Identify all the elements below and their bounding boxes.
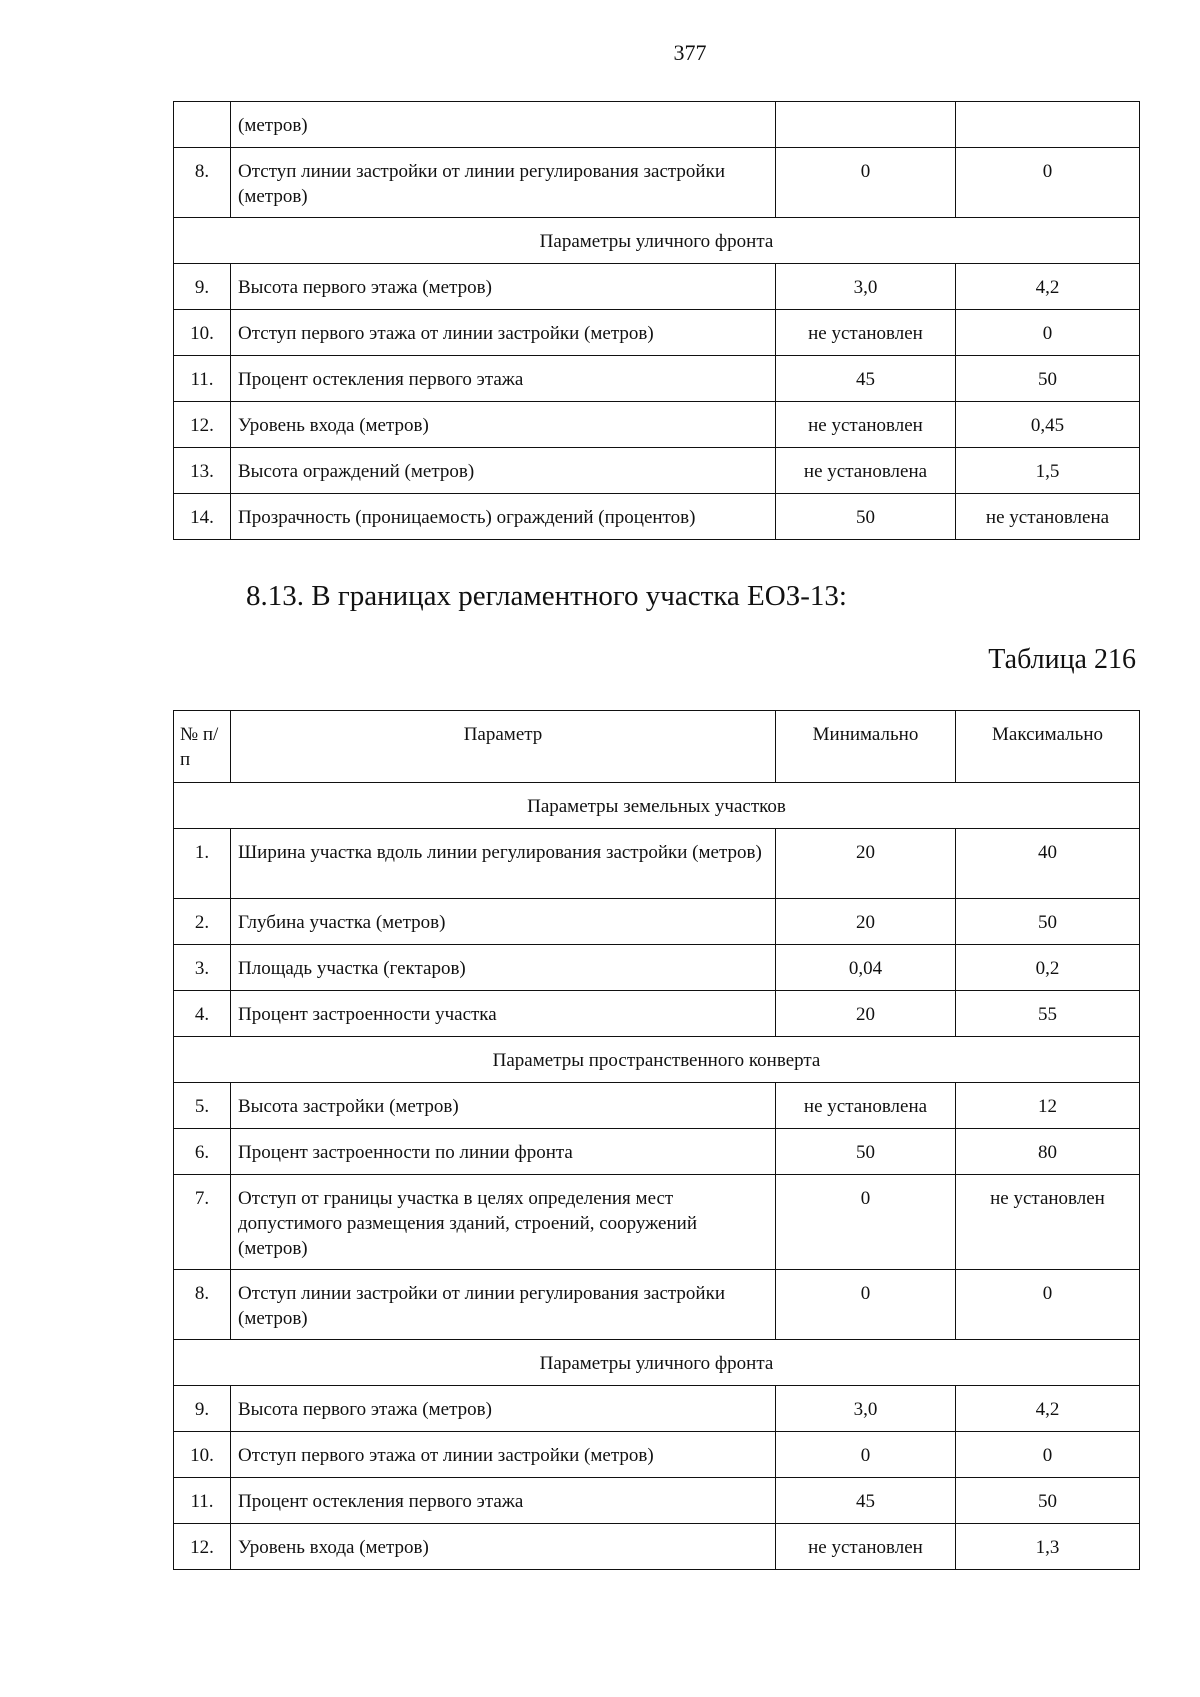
row-maximum: 4,2 xyxy=(956,1386,1140,1432)
section-title: Параметры земельных участков xyxy=(174,783,1140,829)
row-minimum: 20 xyxy=(776,991,956,1037)
table-row xyxy=(174,448,1140,494)
row-number: 13. xyxy=(174,448,231,494)
table-row xyxy=(174,1524,1140,1570)
section-row xyxy=(174,218,1140,264)
row-number: 5. xyxy=(174,1083,231,1129)
row-parameter: Площадь участка (гектаров) xyxy=(231,945,776,991)
table-row xyxy=(174,148,1140,218)
row-minimum: 3,0 xyxy=(776,1386,956,1432)
row-number: 7. xyxy=(174,1175,231,1270)
table-row xyxy=(174,1129,1140,1175)
row-maximum: 12 xyxy=(956,1083,1140,1129)
row-parameter: Уровень входа (метров) xyxy=(231,402,776,448)
table-row xyxy=(174,1270,1140,1340)
row-parameter: Отступ от границы участка в целях определения мест допустимого размещения зданий, строений, сооружений (метров) xyxy=(231,1175,776,1270)
table-header-row xyxy=(174,711,1140,783)
table-row xyxy=(174,494,1140,540)
row-parameter: Процент застроенности участка xyxy=(231,991,776,1037)
row-minimum: 3,0 xyxy=(776,264,956,310)
row-number: 12. xyxy=(174,1524,231,1570)
row-minimum: 0,04 xyxy=(776,945,956,991)
row-minimum: 0 xyxy=(776,148,956,218)
row-maximum: 50 xyxy=(956,356,1140,402)
row-minimum: не установлен xyxy=(776,402,956,448)
page-number: 377 xyxy=(673,40,707,65)
row-number: 9. xyxy=(174,264,231,310)
table-caption: Таблица 216 xyxy=(988,644,1136,675)
row-number: 1. xyxy=(174,829,231,899)
row-number: 9. xyxy=(174,1386,231,1432)
row-parameter: Процент остекления первого этажа xyxy=(231,1478,776,1524)
row-number: 3. xyxy=(174,945,231,991)
row-minimum: 50 xyxy=(776,494,956,540)
row-minimum: 20 xyxy=(776,829,956,899)
table-row xyxy=(174,1386,1140,1432)
table-row xyxy=(174,1083,1140,1129)
table-row xyxy=(174,899,1140,945)
row-maximum: 55 xyxy=(956,991,1140,1037)
row-parameter: Отступ первого этажа от линии застройки (метров) xyxy=(231,310,776,356)
table-row xyxy=(174,310,1140,356)
section-row xyxy=(174,1340,1140,1386)
row-minimum: не установлена xyxy=(776,448,956,494)
row-number: 6. xyxy=(174,1129,231,1175)
row-parameter: Отступ линии застройки от линии регулирования застройки (метров) xyxy=(231,1270,776,1340)
row-number: 4. xyxy=(174,991,231,1037)
table-row xyxy=(174,991,1140,1037)
row-number: 8. xyxy=(174,148,231,218)
row-minimum: 45 xyxy=(776,356,956,402)
row-number: 14. xyxy=(174,494,231,540)
row-maximum: 0 xyxy=(956,1432,1140,1478)
header-number: № п/п xyxy=(174,711,231,783)
row-parameter: Процент застроенности по линии фронта xyxy=(231,1129,776,1175)
section-heading: 8.13. В границах регламентного участка ЕОЗ-13: xyxy=(246,580,847,612)
row-number: 10. xyxy=(174,1432,231,1478)
row-maximum: 4,2 xyxy=(956,264,1140,310)
row-minimum: 50 xyxy=(776,1129,956,1175)
row-parameter: Отступ линии застройки от линии регулирования застройки (метров) xyxy=(231,148,776,218)
row-maximum: 0 xyxy=(956,148,1140,218)
row-maximum: не установлена xyxy=(956,494,1140,540)
table-row xyxy=(174,356,1140,402)
row-maximum: 0 xyxy=(956,1270,1140,1340)
section-title: Параметры пространственного конверта xyxy=(174,1037,1140,1083)
table-row xyxy=(174,402,1140,448)
row-minimum: не установлен xyxy=(776,310,956,356)
row-minimum: 45 xyxy=(776,1478,956,1524)
section-title: Параметры уличного фронта xyxy=(174,1340,1140,1386)
row-parameter: Прозрачность (проницаемость) ограждений (процентов) xyxy=(231,494,776,540)
table-row xyxy=(174,945,1140,991)
row-parameter: Глубина участка (метров) xyxy=(231,899,776,945)
row-parameter: Высота первого этажа (метров) xyxy=(231,264,776,310)
section-row xyxy=(174,1037,1140,1083)
header-parameter: Параметр xyxy=(231,711,776,783)
row-minimum: не установлена xyxy=(776,1083,956,1129)
row-parameter: Уровень входа (метров) xyxy=(231,1524,776,1570)
row-parameter: Отступ первого этажа от линии застройки (метров) xyxy=(231,1432,776,1478)
row-maximum: 1,3 xyxy=(956,1524,1140,1570)
row-maximum: 80 xyxy=(956,1129,1140,1175)
row-minimum: 0 xyxy=(776,1432,956,1478)
row-maximum: 0,45 xyxy=(956,402,1140,448)
table-row xyxy=(174,1432,1140,1478)
row-minimum: не установлен xyxy=(776,1524,956,1570)
header-maximum: Максимально xyxy=(956,711,1140,783)
row-minimum: 0 xyxy=(776,1270,956,1340)
row-number: 11. xyxy=(174,1478,231,1524)
table-216 xyxy=(173,710,1140,1570)
row-number: 8. xyxy=(174,1270,231,1340)
table-row xyxy=(174,829,1140,899)
table-216-body xyxy=(174,783,1140,1570)
row-maximum: 50 xyxy=(956,899,1140,945)
table-row xyxy=(174,1478,1140,1524)
row-maximum: 1,5 xyxy=(956,448,1140,494)
row-maximum xyxy=(956,102,1140,148)
section-row xyxy=(174,783,1140,829)
row-parameter: Процент остекления первого этажа xyxy=(231,356,776,402)
row-maximum: 50 xyxy=(956,1478,1140,1524)
table-row xyxy=(174,264,1140,310)
row-maximum: 40 xyxy=(956,829,1140,899)
row-number: 11. xyxy=(174,356,231,402)
continued-parameters-table xyxy=(173,101,1140,540)
header-minimum: Минимально xyxy=(776,711,956,783)
row-number xyxy=(174,102,231,148)
row-minimum: 20 xyxy=(776,899,956,945)
row-minimum xyxy=(776,102,956,148)
row-maximum: не установлен xyxy=(956,1175,1140,1270)
row-parameter: Ширина участка вдоль линии регулирования застройки (метров) xyxy=(231,829,776,899)
row-maximum: 0,2 xyxy=(956,945,1140,991)
row-parameter: Высота первого этажа (метров) xyxy=(231,1386,776,1432)
table-row xyxy=(174,102,1140,148)
row-parameter: Высота ограждений (метров) xyxy=(231,448,776,494)
continued-table-body xyxy=(174,102,1140,540)
row-number: 10. xyxy=(174,310,231,356)
row-minimum: 0 xyxy=(776,1175,956,1270)
row-maximum: 0 xyxy=(956,310,1140,356)
row-number: 12. xyxy=(174,402,231,448)
row-parameter: Высота застройки (метров) xyxy=(231,1083,776,1129)
table-row xyxy=(174,1175,1140,1270)
row-number: 2. xyxy=(174,899,231,945)
section-title: Параметры уличного фронта xyxy=(174,218,1140,264)
row-parameter: (метров) xyxy=(231,102,776,148)
